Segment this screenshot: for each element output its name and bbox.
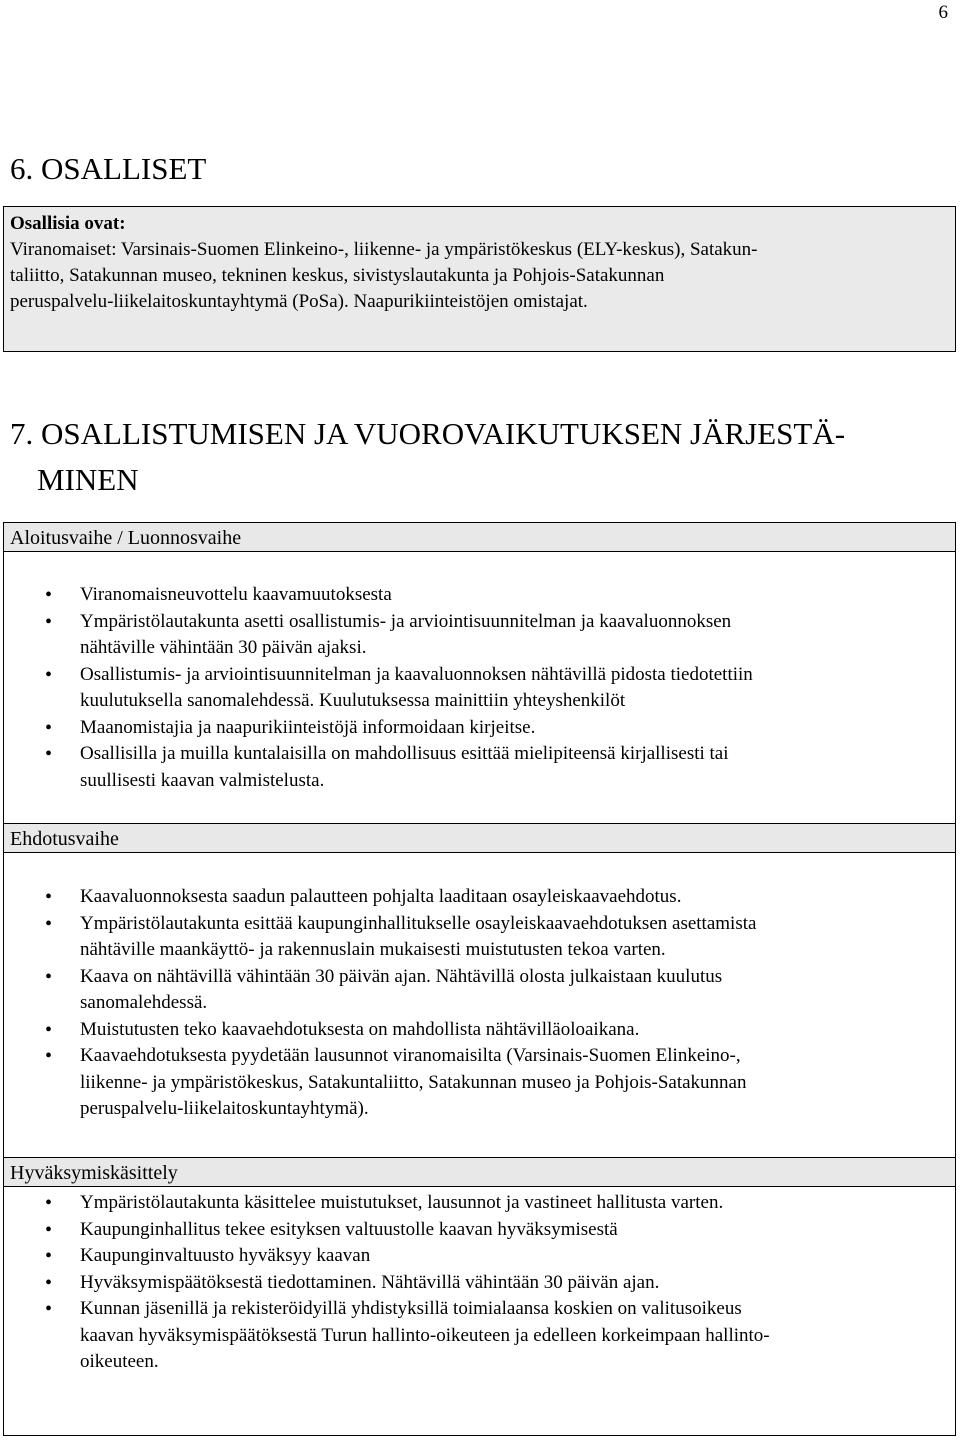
phase-header-ehdotusvaihe: Ehdotusvaihe: [3, 823, 956, 853]
list-item-line: kuulutuksella sanomalehdessä. Kuulutuksessa mainittiin yhteyshenkilöt: [80, 690, 626, 711]
list-item-line: kaavan hyväksymispäätöksestä Turun hallinto-oikeuteen ja edelleen korkeimpaan hallinto-: [80, 1324, 770, 1346]
phase-list-hyvaksymiskasittely: [0, 1190, 900, 1376]
list-item: [0, 741, 900, 794]
list-item: [0, 1217, 900, 1244]
list-item-line: • Kaavaehdotuksesta pyydetään lausunnot viranomaisilta (Varsinais-Suomen Elinkeino-,: [80, 1045, 741, 1066]
list-item: [0, 1190, 900, 1217]
participants-line: taliitto, Satakunnan museo, tekninen keskus, sivistyslautakunta ja Pohjois-Satakunnan: [10, 265, 665, 286]
list-item-line: • Kunnan jäsenillä ja rekisteröidyillä yhdistyksillä toimialaansa koskien on valitusoikeus: [80, 1298, 742, 1319]
participants-line: peruspalvelu-liikelaitoskuntayhtymä (PoSa). Naapurikiinteistöjen omistajat.: [10, 291, 588, 312]
list-item-line: sanomalehdessä.: [80, 992, 208, 1013]
list-item-line: suullisesti kaavan valmistelusta.: [80, 769, 325, 791]
list-item: [0, 662, 900, 715]
list-item: [0, 609, 900, 662]
list-item-line: • Kaavaluonnoksesta saadun palautteen pohjalta laaditaan osayleiskaavaehdotus.: [80, 886, 682, 907]
list-item: [0, 1017, 900, 1044]
list-item: [0, 911, 900, 964]
section-7-title-line1: 7. OSALLISTUMISEN JA VUOROVAIKUTUKSEN JÄRJESTÄ-: [10, 416, 846, 451]
participants-box: [3, 206, 956, 352]
list-item-line: • Osallisilla ja muilla kuntalaisilla on mahdollisuus esittää mielipiteensä kirjallisesti tai: [80, 743, 729, 764]
list-item-line: liikenne- ja ympäristökeskus, Satakuntaliitto, Satakunnan museo ja Pohjois-Satakunnan: [80, 1071, 747, 1093]
section-6-title: 6. OSALLISET: [10, 151, 207, 186]
list-item-line: • Kaava on nähtävillä vähintään 30 päivän ajan. Nähtävillä olosta julkaistaan kuulutus: [80, 965, 723, 987]
list-item: [0, 964, 900, 1017]
list-item-line: • Ympäristölautakunta käsittelee muistutukset, lausunnot ja vastineet hallitusta varten.: [80, 1192, 724, 1213]
list-item-line: • Maanomistajia ja naapurikiinteistöjä informoidaan kirjeitse.: [80, 716, 536, 738]
list-item-line: nähtäville maankäyttö- ja rakennuslain mukaisesti muistutusten tekoa varten.: [80, 939, 666, 960]
participants-line: Viranomaiset: Varsinais-Suomen Elinkeino-, liikenne- ja ympäristökeskus (ELY-keskus), Satakun-: [10, 239, 758, 260]
list-item: [0, 582, 900, 609]
list-item-line: • Osallistumis- ja arviointisuunnitelman ja kaavaluonnoksen nähtävillä pidosta tiedotettiin: [80, 663, 753, 685]
page-number: 6: [938, 2, 948, 23]
list-item-line: • Ympäristölautakunta esittää kaupunginhallitukselle osayleiskaavaehdotuksen asettamista: [80, 912, 757, 934]
list-item: [0, 715, 900, 742]
list-item: [0, 1043, 900, 1123]
phase-header-aloitusvaihe: Aloitusvaihe / Luonnosvaihe: [3, 522, 956, 552]
list-item: [0, 1270, 900, 1297]
phase-header-hyvaksymiskasittely: Hyväksymiskäsittely: [3, 1157, 956, 1187]
list-item-line: peruspalvelu-liikelaitoskuntayhtymä).: [80, 1098, 369, 1119]
list-item-line: • Kaupunginvaltuusto hyväksyy kaavan: [80, 1245, 371, 1266]
participants-box-title: Osallisia ovat:: [10, 213, 126, 234]
phase-list-ehdotusvaihe: [0, 884, 900, 1123]
phase-list-aloitusvaihe: [0, 582, 900, 794]
list-item-line: • Ympäristölautakunta asetti osallistumis- ja arviointisuunnitelman ja kaavaluonnoksen: [80, 610, 732, 632]
section-7-title: [10, 416, 845, 498]
list-item-line: nähtäville vähintään 30 päivän ajaksi.: [80, 637, 367, 658]
list-item: [0, 1243, 900, 1270]
list-item-line: oikeuteen.: [80, 1351, 159, 1372]
list-item: [0, 884, 900, 911]
participants-box-body: [4, 237, 955, 315]
list-item-line: • Hyväksymispäätöksestä tiedottaminen. Nähtävillä vähintään 30 päivän ajan.: [80, 1271, 660, 1293]
list-item-line: • Muistutusten teko kaavaehdotuksesta on mahdollista nähtävilläoloaikana.: [80, 1018, 640, 1040]
list-item: [0, 1296, 900, 1376]
section-7-title-line2: MINEN: [37, 462, 139, 497]
list-item-line: • Viranomaisneuvottelu kaavamuutoksesta: [80, 584, 392, 605]
list-item-line: • Kaupunginhallitus tekee esityksen valtuustolle kaavan hyväksymisestä: [80, 1218, 618, 1240]
